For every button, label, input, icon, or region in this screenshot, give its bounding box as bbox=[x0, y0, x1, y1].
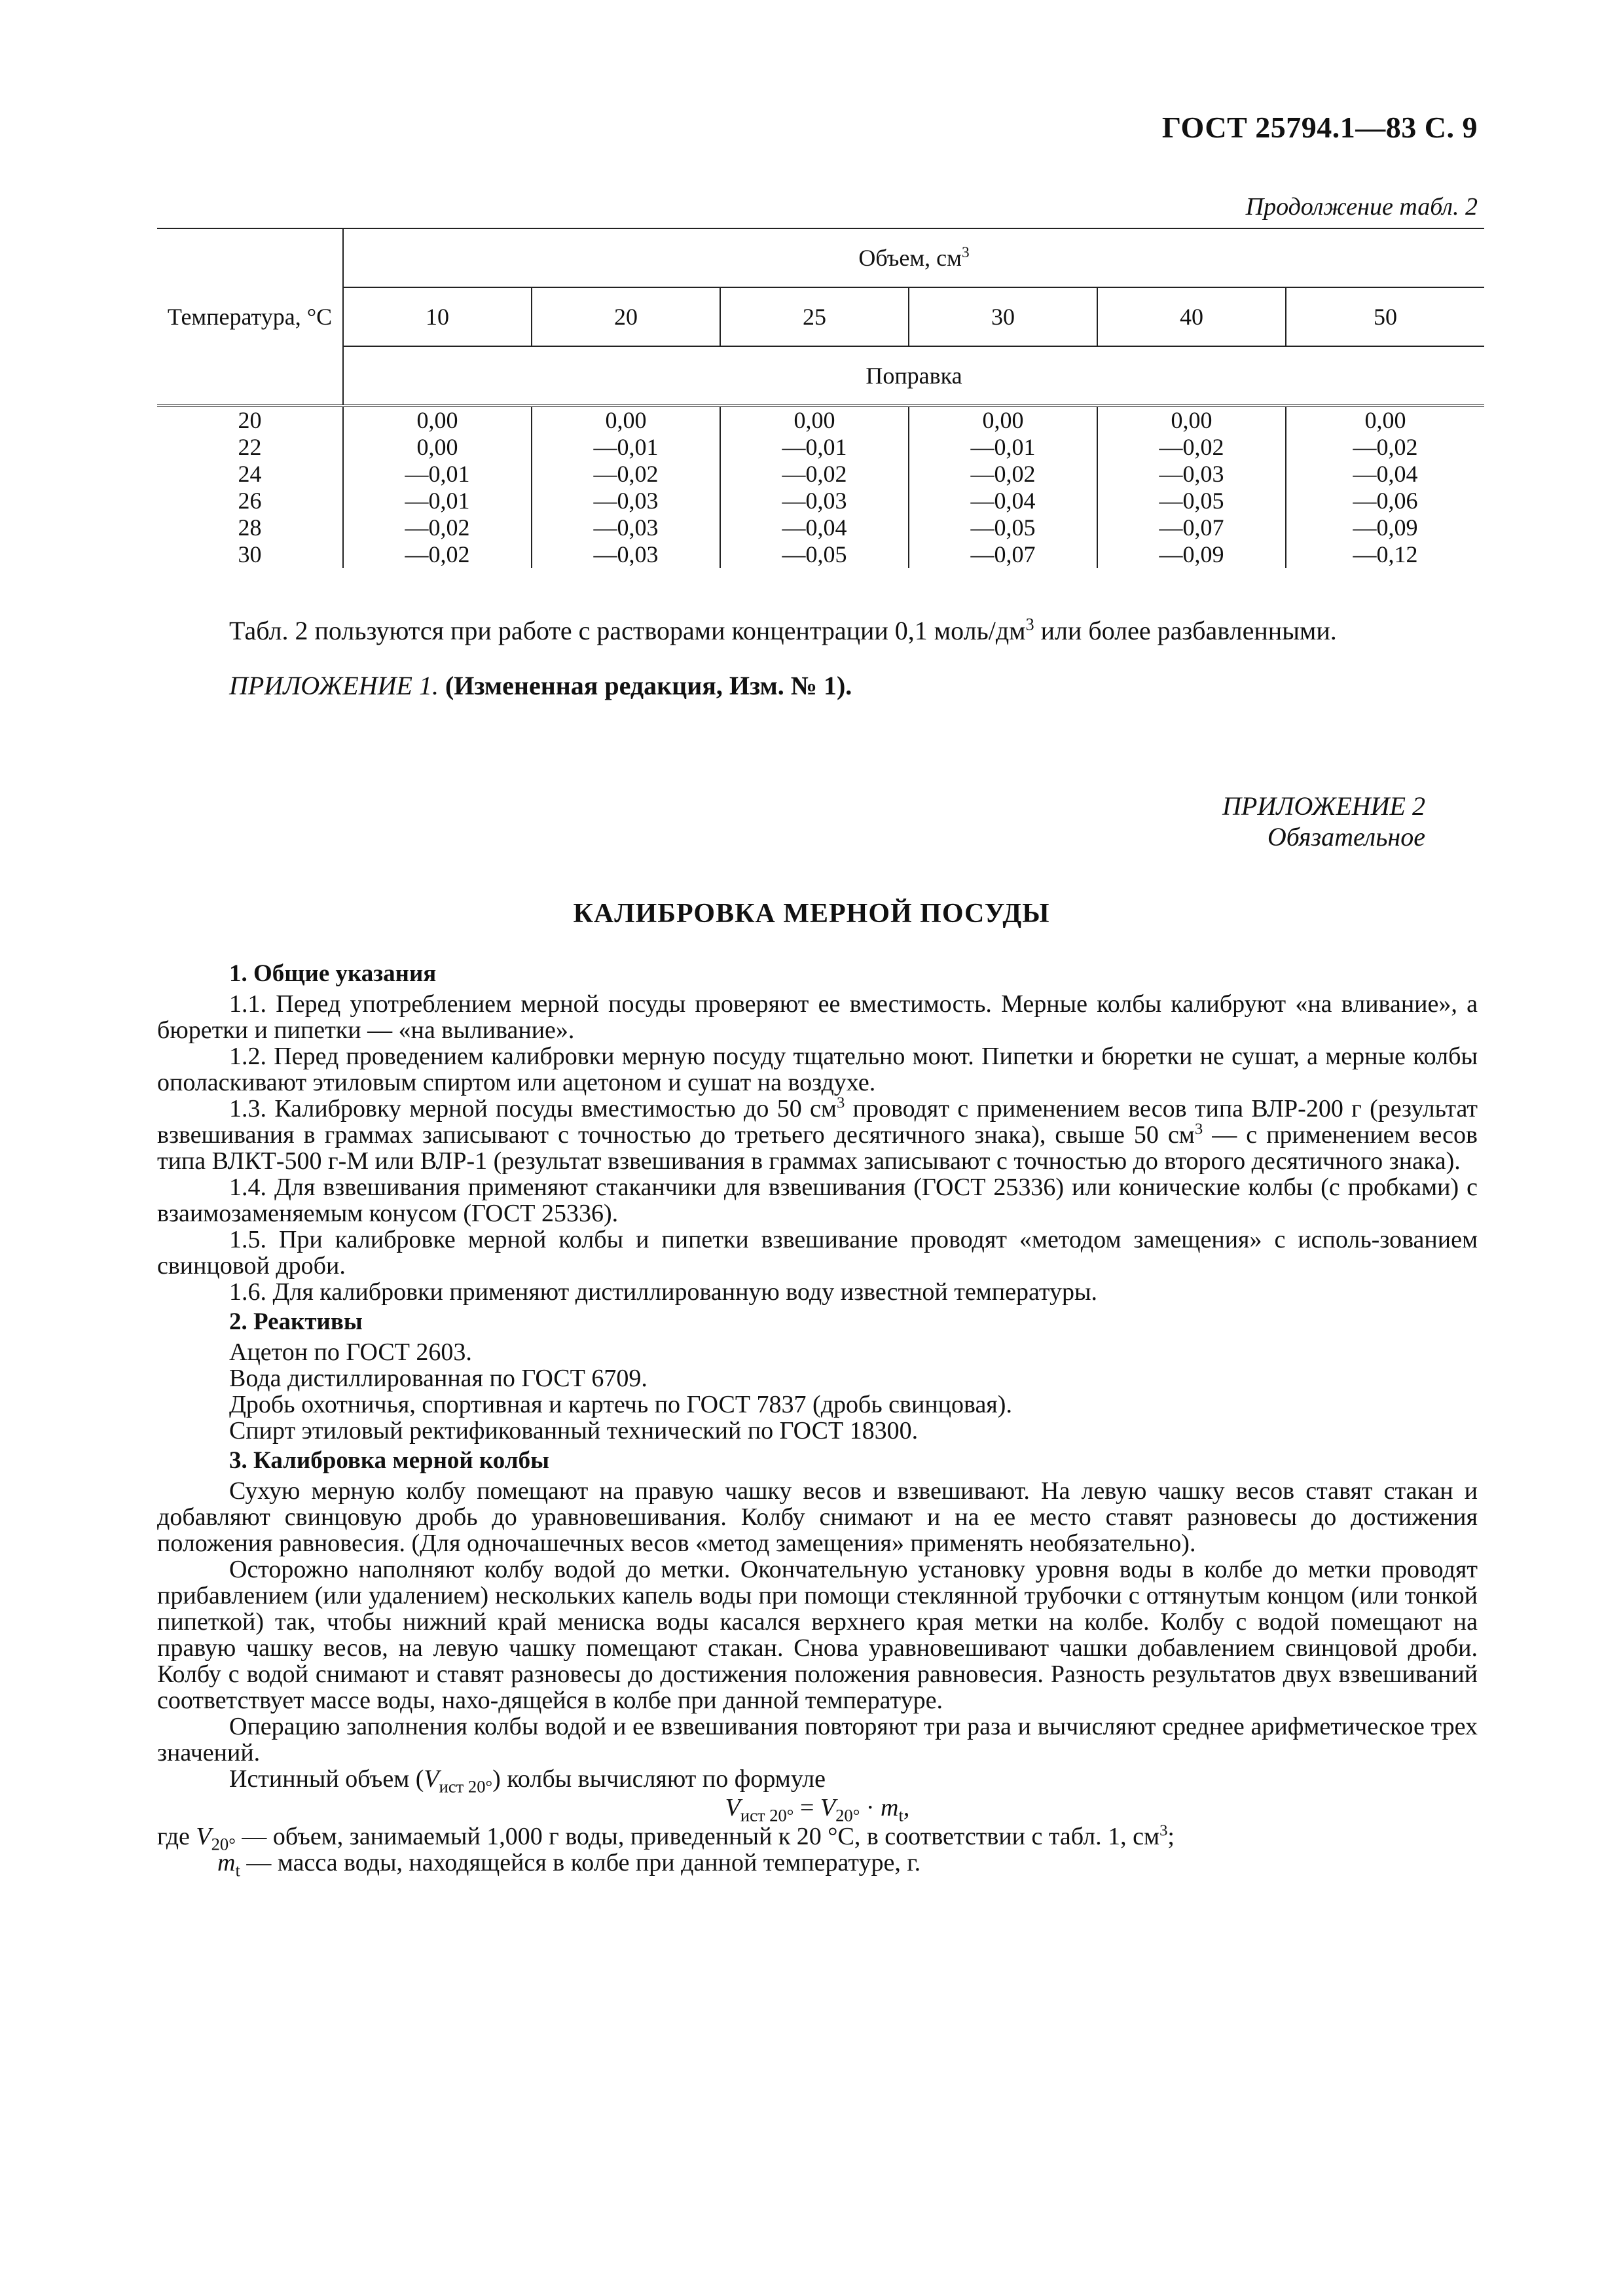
reagent-2: Вода дистиллированная по ГОСТ 6709. bbox=[229, 1365, 647, 1392]
correction-value: —0,03 bbox=[532, 488, 720, 514]
section-2-title: 2. Реактивы bbox=[229, 1308, 363, 1335]
reagent-1: Ацетон по ГОСТ 2603. bbox=[229, 1338, 472, 1366]
volume-header: Объем, $см^3$ bbox=[343, 228, 1484, 287]
correction-value: —0,02 bbox=[343, 514, 532, 541]
correction-header: Поправка bbox=[343, 346, 1484, 406]
table-continuation-label: Продолжение табл. 2 bbox=[1245, 193, 1478, 221]
paragraph-1-5: 1.5. При калибровке мерной колбы и пипетки взвешивание проводят «методом замещения» с исполь-зованием свинцовой дроби. bbox=[157, 1226, 1478, 1280]
table-row bbox=[157, 434, 1484, 461]
correction-value: —0,02 bbox=[1353, 434, 1418, 460]
appendix1-note: ПРИЛОЖЕНИЕ 1. (Измененная редакция, Изм. № 1). bbox=[229, 671, 852, 700]
correction-value: —0,05 bbox=[720, 541, 909, 568]
volume-col-10: 10 bbox=[343, 287, 532, 346]
paragraph-1-6: 1.6. Для калибровки применяют дистиллированную воду известной температуры. bbox=[229, 1278, 1098, 1306]
correction-value: —0,04 bbox=[1353, 461, 1418, 487]
reagent-4: Спирт этиловый ректификованный технический по ГОСТ 18300. bbox=[229, 1417, 919, 1444]
correction-value: —0,02 bbox=[720, 461, 909, 488]
table-row bbox=[157, 488, 1484, 514]
correction-value: —0,04 bbox=[909, 488, 1097, 514]
correction-value: —0,01 bbox=[532, 434, 720, 461]
row-temperature: 28 bbox=[157, 514, 343, 541]
correction-value: —0,03 bbox=[1097, 461, 1286, 488]
section-main-title: КАЛИБРОВКА МЕРНОЙ ПОСУДЫ bbox=[573, 899, 1050, 929]
correction-value: —0,03 bbox=[532, 541, 720, 568]
correction-table bbox=[157, 228, 1478, 568]
correction-value: 0,00 bbox=[1364, 407, 1406, 433]
correction-value: 0,00 bbox=[343, 434, 532, 461]
paragraph-3-1: Сухую мерную колбу помещают на правую чашку весов и взвешивают. На левую чашку весов ставят стакан и добавляют свинцовую дробь до уравновешивания. Колбу снимают и на ее место ставят разновесы до достижения положения равновесия. (Для одночашечных весов «метод замещения» применять необязательно). bbox=[157, 1477, 1478, 1557]
correction-value: —0,05 bbox=[909, 514, 1097, 541]
row-temperature: 24 bbox=[157, 461, 343, 488]
correction-value: —0,03 bbox=[532, 514, 720, 541]
temperature-header: Температура, °С bbox=[157, 228, 343, 406]
paragraph-1-1: 1.1. Перед употреблением мерной посуды проверяют ее вместимость. Мерные колбы калибруют «на вливание», а бюретки и пипетки — «на выливание». bbox=[157, 990, 1478, 1044]
correction-value: 0,00 bbox=[720, 406, 909, 434]
correction-value: —0,02 bbox=[343, 541, 532, 568]
table-row bbox=[157, 461, 1484, 488]
paragraph-3-3: Операцию заполнения колбы водой и ее взвешивания повторяют три раза и вычисляют среднее арифметическое трех значений. bbox=[157, 1713, 1478, 1767]
row-temperature: 20 bbox=[157, 406, 343, 434]
correction-value: —0,05 bbox=[1097, 488, 1286, 514]
correction-value: 0,00 bbox=[532, 406, 720, 434]
document-body bbox=[157, 957, 1478, 1880]
section-3-title: 3. Калибровка мерной колбы bbox=[229, 1447, 549, 1474]
paragraph-1-4: 1.4. Для взвешивания применяют стаканчики для взвешивания (ГОСТ 25336) или конические колбы (с пробками) с взаимозаменяемым конусом (ГОСТ 25336). bbox=[157, 1174, 1478, 1227]
correction-value: —0,01 bbox=[343, 488, 532, 514]
correction-value: —0,07 bbox=[909, 541, 1097, 568]
table-row bbox=[157, 514, 1484, 541]
correction-value: —0,01 bbox=[343, 461, 532, 488]
correction-value: —0,09 bbox=[1353, 514, 1418, 541]
section-1-title: 1. Общие указания bbox=[229, 960, 437, 987]
appendix2-label: ПРИЛОЖЕНИЕ 2 Обязательное bbox=[1222, 791, 1425, 852]
row-temperature: 30 bbox=[157, 541, 343, 568]
table-row bbox=[157, 406, 1484, 434]
volume-col-50: 50 bbox=[1286, 287, 1484, 346]
volume-col-20: 20 bbox=[532, 287, 720, 346]
paragraph-1-2: 1.2. Перед проведением калибровки мерную посуду тщательно моют. Пипетки и бюретки не сушат, а мерные колбы ополаскивают этиловым спиртом или ацетоном и сушат на воздухе. bbox=[157, 1043, 1478, 1096]
correction-value: 0,00 bbox=[1097, 406, 1286, 434]
correction-value: —0,04 bbox=[720, 514, 909, 541]
correction-value: —0,02 bbox=[1097, 434, 1286, 461]
correction-value: —0,07 bbox=[1097, 514, 1286, 541]
row-temperature: 26 bbox=[157, 488, 343, 514]
correction-value: —0,02 bbox=[532, 461, 720, 488]
volume-col-30: 30 bbox=[909, 287, 1097, 346]
page-header-title: ГОСТ 25794.1—83 С. 9 bbox=[1161, 111, 1478, 144]
formula-where-2: $m_t$ — масса воды, находящейся в колбе при данной температуре, г. bbox=[217, 1849, 921, 1880]
paragraph-1-3: 1.3. Калибровку мерной посуды вместимостью до 50 $см^3$ проводят с применением весов типа ВЛР-200 г (результат взвешивания в граммах записывают с точностью до третьего десятичного знака), свыше 50 $см^3$ — с применением весов типа ВЛКТ-500 г-М или ВЛР-1 (результат взвешивания в граммах записывают с точностью до второго десятичного знака). bbox=[157, 1094, 1478, 1175]
reagent-3: Дробь охотничья, спортивная и картечь по ГОСТ 7837 (дробь свинцовая). bbox=[229, 1391, 1012, 1418]
correction-value: —0,01 bbox=[909, 434, 1097, 461]
correction-value: —0,03 bbox=[720, 488, 909, 514]
correction-value: 0,00 bbox=[343, 406, 532, 434]
correction-value: —0,06 bbox=[1353, 488, 1418, 514]
correction-value: 0,00 bbox=[909, 406, 1097, 434]
correction-value: —0,12 bbox=[1353, 541, 1418, 567]
table-note: Табл. 2 пользуются при работе с растворами концентрации 0,1 моль/$дм^3$ или более разбавленными. bbox=[229, 615, 1337, 645]
volume-col-25: 25 bbox=[720, 287, 909, 346]
paragraph-3-2: Осторожно наполняют колбу водой до метки. Окончательную установку уровня воды в колбе до метки проводят прибавлением (или удалением) нескольких капель воды при помощи стеклянной трубочки с оттянутым концом (или тонкой пипеткой) так, чтобы нижний край мениска воды касался верхнего края метки на колбе. Колбу с водой помещают на правую чашку весов, на левую чашку помещают стакан. Снова уравновешивают чашки добавлением свинцовой дроби. Колбу с водой снимают и ставят разновесы до достижения положения равновесия. Разность результатов двух взвешиваний соответствует массе воды, нахо-дящейся в колбе при данной температуре. bbox=[157, 1556, 1478, 1714]
correction-value: —0,09 bbox=[1097, 541, 1286, 568]
appendix2-status: Обязательное bbox=[1267, 822, 1425, 852]
correction-value: —0,02 bbox=[909, 461, 1097, 488]
row-temperature: 22 bbox=[157, 434, 343, 461]
volume-col-40: 40 bbox=[1097, 287, 1286, 346]
paragraph-3-4: Истинный объем $(V_{ист 20^\circ})$ колбы вычисляют по формуле bbox=[229, 1765, 826, 1797]
volume-formula: $V_{ист 20^\circ} = V_{20^\circ} \cdot m_t$, bbox=[725, 1794, 910, 1825]
formula-where-1: где $V_{20^\circ}$ — объем, занимаемый 1,000 г воды, приведенный к 20 °С, в соответствии с табл. 1, $см^3$; bbox=[157, 1821, 1175, 1854]
correction-value: —0,01 bbox=[720, 434, 909, 461]
table-row bbox=[157, 541, 1484, 568]
